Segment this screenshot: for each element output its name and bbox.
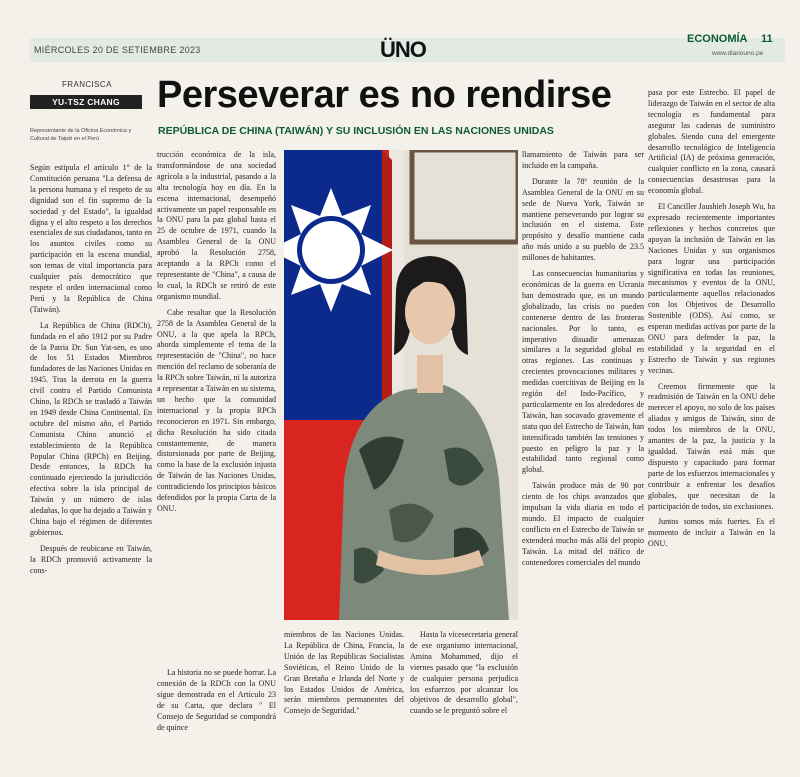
article-column-6 [648,88,775,774]
website-url: www.diariouno.pe [712,50,764,57]
author-last-name: YU-TSZ CHANG [30,95,142,109]
article-column-1 [30,163,152,775]
author-bio: Representante de la Oficina Económica y Cultural de Taipéi en el Perú [30,128,132,142]
paragraph: Hasta la vicesecretaria general de ese organismo internacional, Amina Mohammed, dijo el viernes pasado que "la exclusión de cualquier persona perjudica los esfuerzos por alcanzar los objetivos de desarrollo global", cuando se le preguntó sobre el [410,630,518,716]
photo-illustration [284,150,518,620]
paragraph: llamamiento de Taiwán para ser incluido en la campaña. [522,150,644,170]
paragraph: Después de reubicarse en Taiwán, la RDCh promovió activamente la cons- [30,543,152,575]
paragraph: pasa por este Estrecho. El papel de liderazgo de Taiwán en el sector de alta tecnología es fundamental para asegurar las cadenas de suministro globales. Siendo cuna del emergente desarrollo tecnológico de Inteligencia Artificial (IA) de próxima generación, cualquier conflicto en la zona, causará consecuencias desastrosas para la economía global. [648,88,775,196]
article-photo [284,150,518,620]
article-column-2-bottom [157,668,276,774]
article-column-5 [522,150,644,770]
paragraph: Creemos firmemente que la readmisión de Taiwán en la ONU debe merecer el apoyo, no solo de los países aliados y amigos de Taiwán, sino de todos los miembros de la ONU, amantes de la paz, la justicia y la igualdad. Taiwán está más que dispuesto y capacitado para formar parte de los esfuerzos internacionales y contribuir a enfrentar los desafíos globales, que necesitan de la participación de todos, sin exclusiones. [648,381,775,511]
section-name: ECONOMÍA [687,33,748,45]
paragraph: Durante la 78ª reunión de la Asamblea General de la ONU en su sede de Nueva York, Taiwán se mantiene perseverando por lograr su inclusión en el sistema. Este propósito y desafío mantiene cada año más unido a su pueblo de 23.5 millones de habitantes. [522,176,644,263]
paragraph: miembros de las Naciones Unidas. La República de China, Francia, la Unión de las Repúblicas Socialistas Soviéticas, el Reino Unido de la Gran Bretaña e Irlanda del Norte y los Estados Unidos de América, serán miembros permanentes del Consejo de Seguridad." [284,630,404,716]
paragraph: El Canciller Jaushieh Joseph Wu, ha expresado recientemente importantes reflexiones y hechos concretos que apoyan la inclusión de Taiwán en las Naciones Unidas y sus organismos para lograr una participación significativa en todas las reuniones, mecanismos y eventos de la ONU, particularmente aquellos relacionados con los Objetivos de Desarrollo Sostenible (ODS). Así como, se esperan medidas activas por parte de la ONU para defender la paz, la estabilidad y la seguridad en el Estrecho de Taiwán y sus regiones vecinas. [648,202,775,375]
issue-date: MIÉRCOLES 20 DE SETIEMBRE 2023 [34,45,201,55]
article-column-4-bottom [410,630,518,775]
paragraph: Cabe resaltar que la Resolución 2758 de la Asamblea General de la ONU, a la que apela la RPCh, aborda simplemente el tema de la representación de "China", no hace mención del reclamo de soberanía de la RPCh sobre Taiwán, ni la autoriza a representar a Taiwán en su sistema, un hecho que la comunidad internacional y la propia RPCh reconocieron en 1971. Sin embargo, dicha Resolución ha sido citada constantemente, de manera distorsionada por parte de Beijing, como la base de la exclusión injusta de Taiwán de las Naciones Unidas, contradiciendo los principios básicos defendidos por la propia Carta de la ONU. [157,307,276,513]
paragraph: Según estipula el artículo 1° de la Constitución peruana "La defensa de la persona humana y el respeto de su dignidad son el fin supremo de la sociedad y del Estado", la igualdad digna y el alto respeto a los derechos esenciales de sus ciudadanos, tanto en los asuntos civiles como su participación en la escena mundial, son temas de vital importancia para cualquier país democrático que respete el orden internacional como Perú y la República de China (Taiwán). [30,163,152,314]
subheadline: REPÚBLICA DE CHINA (TAIWÁN) Y SU INCLUSIÓN EN LAS NACIONES UNIDAS [158,125,554,137]
paragraph: La República de China (RDCh), fundada en el año 1912 por su Padre de la Patria Dr. Sun Yat-sen, es uno de los 51 Estados Miembros fundadores de las Naciones Unidas en 1945. Tras la derrota en la guerra civil contra el Partido Comunista Chino, la RDCh se trasladó a Taiwán en 1949 desde China Continental. En octubre del mismo año, el Partido Comunista Chino anunció el establecimiento de la República Popular China (RPCh) en Beijing. Desde entonces, la RDCh ha continuado ejerciendo la jurisdicción efectiva sobre la isla principal de Taiwán y un número de islas aledañas, lo que ha dejado a Taiwán y China bajo el régimen de diferentes gobiernos. [30,320,152,537]
author-first-name: FRANCISCA [62,80,112,89]
paragraph: Juntos somos más fuertes. Es el momento de incluir a Taiwán en la ONU. [648,517,775,549]
paragraph: La historia no se puede borrar. La conexión de la RDCh con la ONU sigue demostrada en el Artículo 23 de su Carta, que declara " El Consejo de Seguridad se compondrá de quince [157,668,276,732]
paragraph: Las consecuencias humanitarias y económicas de la guerra en Ucrania han demostrado que, en un mundo globalizado, las crisis no pueden contenerse dentro de las fronteras nacionales. Por lo tanto, es imperativo disuadir amenazas similares a la seguridad global en otras regiones. Las continuas y crecientes provocaciones militares y medidas coercitivas de Beijing en la región del Indo-Pacífico, y particularmente en los alrededores de Taiwán, han socavado gravemente el statu quo del Estrecho de Taiwán, han intensificado también las tensiones y puesto en peligro la paz y la estabilidad tanto regional como global. [522,269,644,475]
newspaper-logo: ÜNO [380,37,426,62]
paragraph: trucción económica de la isla, transformándose de una sociedad agrícola a la industrial, pasando a la alta tecnología hoy en día. En la escena internacional, desempeñó activamente un papel responsable en la ONU para la paz global hasta el 25 de octubre de 1971, cuando la Asamblea General de la ONU aprobó la Resolución 2758, aceptando a la RPCh como el representante de "China", a causa de lo cual, la RDCh se retiró de este organismo mundial. [157,150,276,301]
article-column-3-bottom [284,630,404,775]
page-number: 11 [761,33,773,45]
paragraph: Taiwán produce más de 90 por ciento de los chips avanzados que impulsan la vida diaria en todo el mundo. El impacto de cualquier conflicto en el Estrecho de Taiwán se extenderá mucho más allá del propio Taiwán. La mitad del tráfico de contenedores comerciales del mundo [522,481,644,567]
article-column-2 [157,150,276,650]
headline: Perseverar es no rendirse [157,74,612,116]
